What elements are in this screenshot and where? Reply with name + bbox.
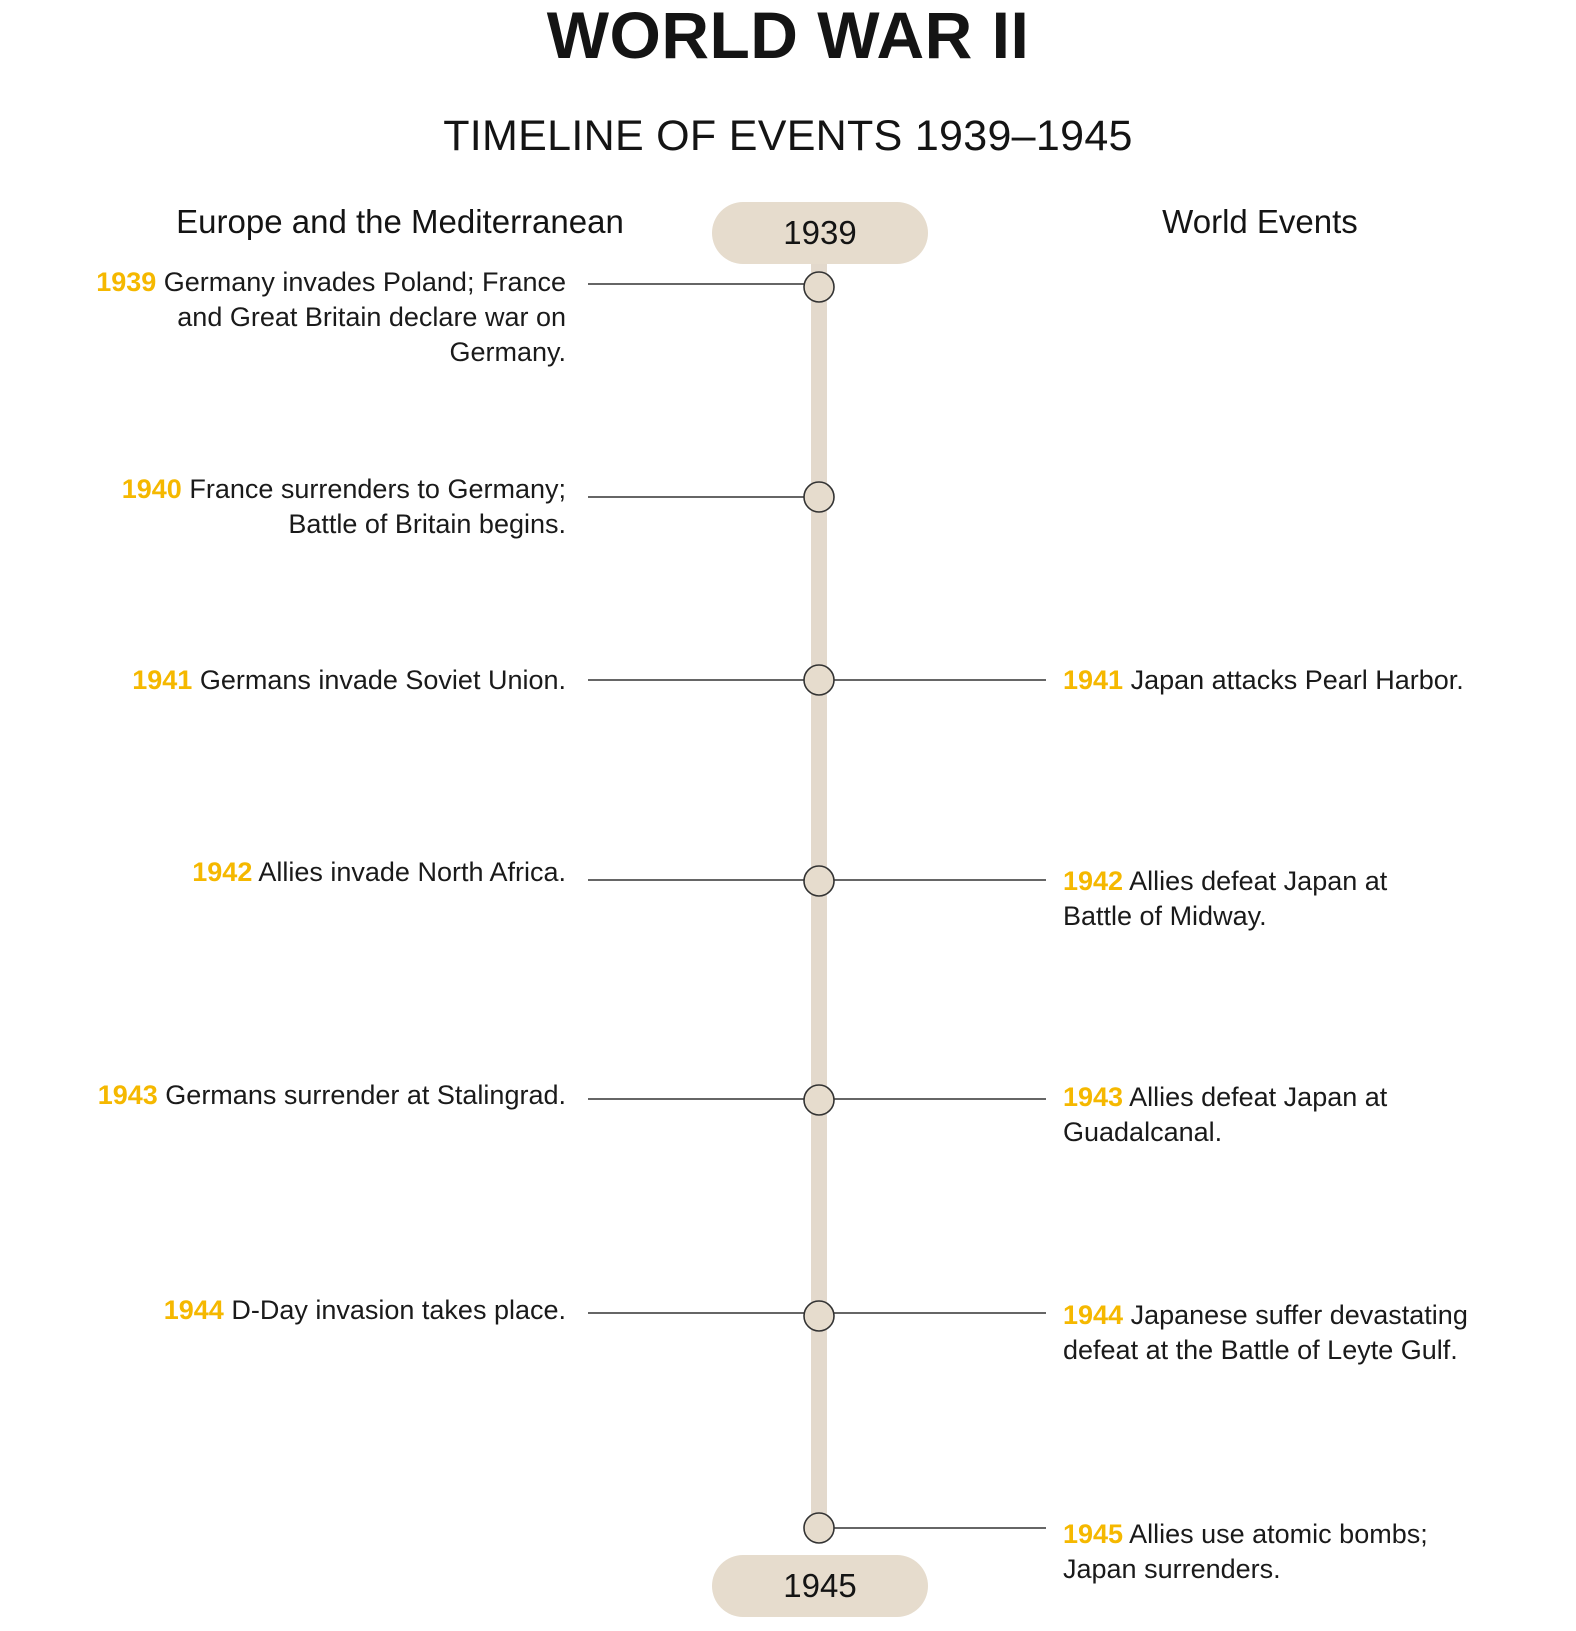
- timeline-node-1945: [804, 1513, 834, 1543]
- timeline-node-1941: [804, 665, 834, 695]
- timeline-end-pill: 1945: [712, 1555, 928, 1617]
- event-text: D-Day invasion takes place.: [231, 1295, 566, 1325]
- event-text: Japan attacks Pearl Harbor.: [1130, 665, 1464, 695]
- world-event-1943: [1063, 1080, 1403, 1150]
- event-year: 1943: [1063, 1082, 1124, 1112]
- event-text: Germany invades Poland; France and Great Britain declare war on Germany.: [163, 267, 566, 367]
- world-event-1944: [1063, 1298, 1543, 1368]
- europe-event-1940: [66, 472, 566, 542]
- event-text: France surrenders to Germany; Battle of Britain begins.: [189, 474, 566, 539]
- timeline-node-1944: [804, 1301, 834, 1331]
- event-year: 1942: [192, 857, 253, 887]
- event-text: Allies use atomic bombs; Japan surrenders.: [1063, 1519, 1428, 1584]
- event-text: Japanese suffer devastating defeat at the Battle of Leyte Gulf.: [1063, 1300, 1468, 1365]
- page-title: WORLD WAR II: [546, 0, 1030, 72]
- timeline-node-1940: [804, 482, 834, 512]
- timeline-node-1943: [804, 1085, 834, 1115]
- event-text: Allies defeat Japan at Guadalcanal.: [1063, 1082, 1388, 1147]
- event-text: Germans surrender at Stalingrad.: [165, 1080, 566, 1110]
- event-year: 1941: [1063, 665, 1124, 695]
- world-event-1942: [1063, 864, 1443, 934]
- europe-event-1942: [6, 855, 566, 890]
- event-year: 1944: [1063, 1300, 1124, 1330]
- page-subtitle: TIMELINE OF EVENTS 1939–1945: [443, 112, 1133, 160]
- europe-event-1943: [6, 1078, 566, 1113]
- world-event-1941: [1063, 663, 1563, 698]
- event-year: 1945: [1063, 1519, 1124, 1549]
- event-year: 1942: [1063, 866, 1124, 896]
- event-year: 1941: [132, 665, 193, 695]
- column-heading-europe: Europe and the Mediterranean: [176, 203, 624, 240]
- timeline-node-1939: [804, 272, 834, 302]
- event-text: Germans invade Soviet Union.: [199, 665, 566, 695]
- column-heading-world: World Events: [1162, 203, 1358, 240]
- europe-event-1944: [6, 1293, 566, 1328]
- event-text: Allies invade North Africa.: [258, 857, 566, 887]
- timeline-node-1942: [804, 866, 834, 896]
- event-year: 1939: [96, 267, 157, 297]
- event-year: 1943: [97, 1080, 158, 1110]
- event-year: 1944: [163, 1295, 224, 1325]
- europe-event-1939: [96, 265, 566, 370]
- event-text: Allies defeat Japan at Battle of Midway.: [1063, 866, 1388, 931]
- world-event-1945: [1063, 1517, 1483, 1587]
- timeline-start-pill: 1939: [712, 202, 928, 264]
- europe-event-1941: [6, 663, 566, 698]
- event-year: 1940: [121, 474, 182, 504]
